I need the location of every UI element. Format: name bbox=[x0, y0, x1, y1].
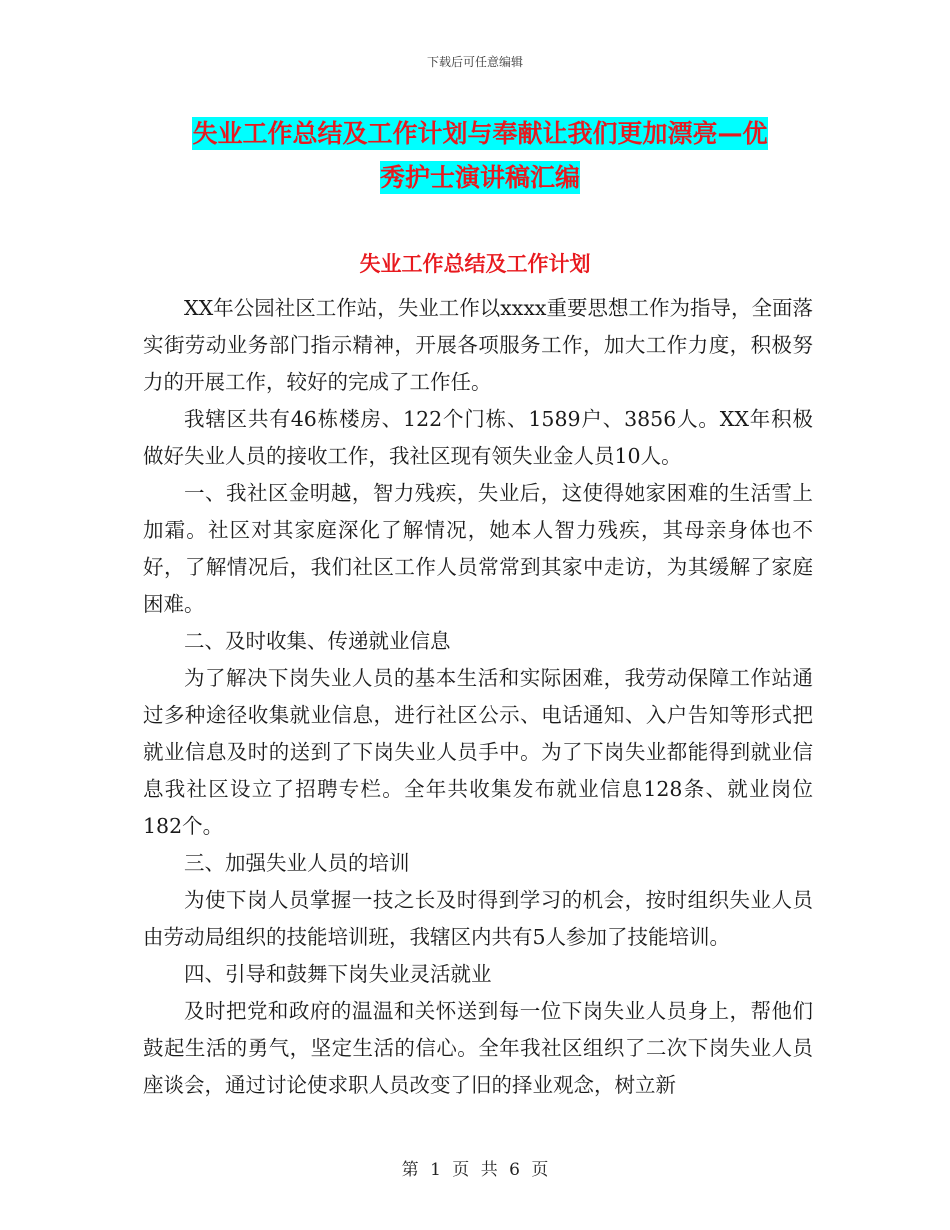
section-title: 失业工作总结及工作计划 bbox=[359, 252, 591, 276]
paragraph-heading: 二、及时收集、传递就业信息 bbox=[184, 629, 451, 653]
document-title-line-2: 秀护士演讲稿汇编 bbox=[379, 163, 580, 192]
document-title-line-1: 失业工作总结及工作计划与奉献让我们更加漂亮—优 bbox=[192, 119, 768, 148]
paragraph: 为了解决下岗失业人员的基本生活和实际困难，我劳动保障工作站通过多种途径收集就业信息，进行社区公示、电话通知、入户告知等形式把就业信息及时的送到了下岗失业人员手中。为了下岗失业都能得到就业信息我社区设立了招聘专栏。全年共收集发布就业信息128条、就业岗位182个。 bbox=[143, 666, 813, 838]
document-title bbox=[140, 112, 820, 200]
page-number: 第 1 页 共 6 页 bbox=[401, 1160, 549, 1180]
paragraph: 一、我社区金明越，智力残疾，失业后，这使得她家困难的生活雪上加霜。社区对其家庭深化了解情况，她本人智力残疾，其母亲身体也不好，了解情况后，我们社区工作人员常常到其家中走访，为其缓解了家庭困难。 bbox=[143, 481, 813, 616]
paragraph: XX年公园社区工作站，失业工作以xxxx重要思想工作为指导，全面落实街劳动业务部门指示精神，开展各项服务工作，加大工作力度，积极努力的开展工作，较好的完成了工作任。 bbox=[143, 296, 813, 394]
paragraph: 及时把党和政府的温温和关怀送到每一位下岗失业人员身上，帮他们鼓起生活的勇气，坚定生活的信心。全年我社区组织了二次下岗失业人员座谈会，通过讨论使求职人员改变了旧的择业观念，树立新 bbox=[143, 999, 813, 1097]
paragraph: 为使下岗人员掌握一技之长及时得到学习的机会，按时组织失业人员由劳动局组织的技能培训班，我辖区内共有5人参加了技能培训。 bbox=[143, 888, 813, 949]
paragraph: 我辖区共有46栋楼房、122个门栋、1589户、3856人。XX年积极做好失业人员的接收工作，我社区现有领失业金人员10人。 bbox=[143, 407, 813, 468]
header-note: 下载后可任意编辑 bbox=[426, 55, 523, 69]
paragraph-heading: 四、引导和鼓舞下岗失业灵活就业 bbox=[184, 962, 492, 986]
paragraph-heading: 三、加强失业人员的培训 bbox=[184, 851, 410, 875]
document-body bbox=[143, 290, 813, 1104]
